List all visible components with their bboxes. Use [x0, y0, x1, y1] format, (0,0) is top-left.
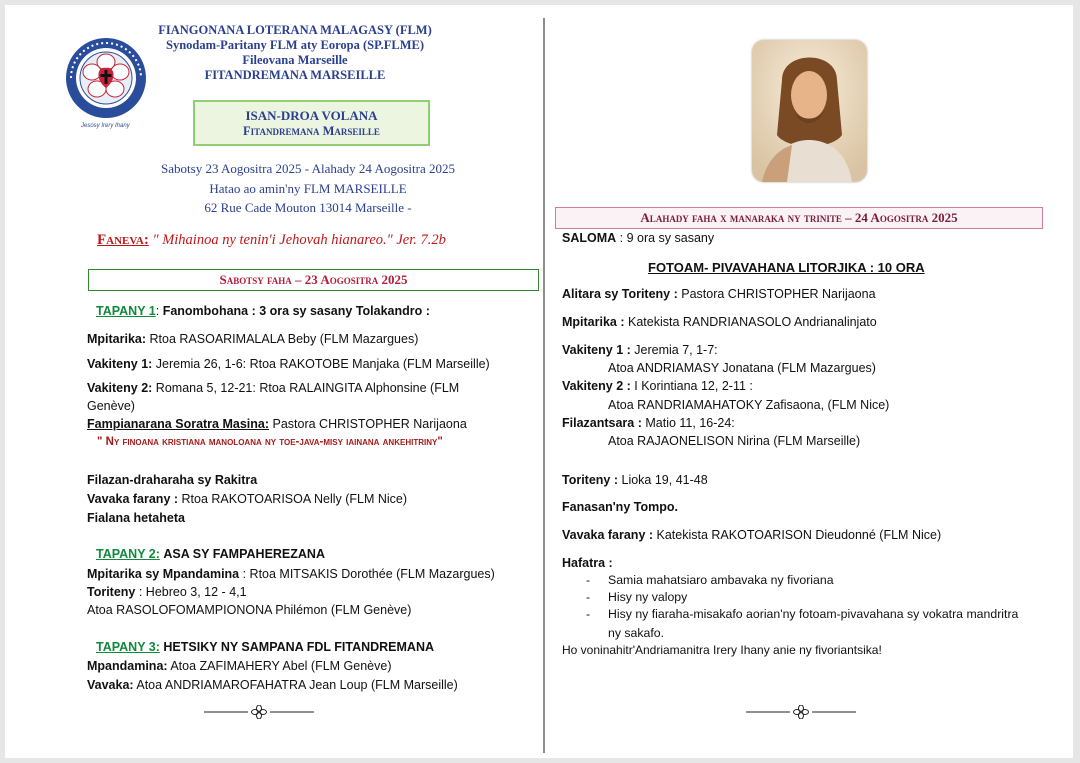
hafatra-list: [580, 572, 1018, 623]
r-toriteny-line: [562, 473, 708, 487]
toriteny-label: Toriteny: [87, 585, 136, 599]
toriteny-line: [87, 585, 247, 599]
mpandamina-line: [87, 659, 392, 673]
tapany2-line: [96, 547, 325, 561]
vavaka-farany-label: Vavaka farany :: [87, 492, 179, 506]
r-mpitarika-line: [562, 315, 877, 329]
fanasana-text: Fanasan'ny Tompo.: [562, 500, 678, 514]
r-mpitarika-value: Katekista RANDRIANASOLO Andrianalinjato: [624, 315, 877, 329]
mpitarika-mpandamina-label: Mpitarika sy Mpandamina: [87, 567, 240, 581]
r-vakiteny1-value: Jeremia 7, 1-7:: [630, 343, 718, 357]
r-vakiteny1-line: [562, 343, 718, 357]
mpitarika-label: Mpitarika:: [87, 332, 147, 346]
vakiteny1-line: [87, 357, 490, 371]
alitara-line: [562, 287, 876, 301]
mpandamina-label: Mpandamina:: [87, 659, 168, 673]
event-host: Hatao ao amin'ny FLM MARSEILLE: [209, 181, 407, 196]
list-item: - Hisy ny fiaraha-misakafo aorian'ny fotoam-pivavahana sy vokatra mandritra: [608, 606, 1018, 623]
filazantsara-label: Filazantsara :: [562, 416, 642, 430]
alitara-value: Pastora CHRISTOPHER Narijaona: [677, 287, 876, 301]
tapany3-line: [96, 640, 434, 654]
r-vakiteny1-label: Vakiteny 1 :: [562, 343, 631, 357]
jesus-portrait-image: [752, 40, 867, 182]
fampianarana-line: [87, 417, 467, 431]
r-toriteny-label: Toriteny :: [562, 473, 619, 487]
mpandamina-value: Atoa ZAFIMAHERY Abel (FLM Genève): [167, 659, 392, 673]
toriteny-value: : Hebreo 3, 12 - 4,1: [135, 585, 247, 599]
r-vakiteny2-line: [562, 379, 753, 393]
faneva-line: [97, 232, 446, 249]
list-item: - Hisy ny valopy: [608, 589, 1018, 606]
vavaka-value: Atoa ANDRIAMAROFAHATRA Jean Loup (FLM Marseille): [133, 678, 458, 692]
ornament-divider-right: [746, 705, 856, 719]
ornament-divider-left: [204, 705, 314, 719]
column-divider: [543, 18, 545, 753]
event-address: 62 Rue Cade Mouton 13014 Marseille -: [204, 200, 412, 215]
list-item: - Samia mahatsiaro ambavaka ny fivoriana: [608, 572, 1018, 589]
mpitarika-value: Rtoa RASOARIMALALA Beby (FLM Mazargues): [146, 332, 419, 346]
r-mpitarika-label: Mpitarika :: [562, 315, 625, 329]
title-line2: Fitandremana Marseille: [243, 124, 380, 138]
vakiteny2-line: [87, 381, 459, 395]
vavaka-line: [87, 678, 458, 692]
vakiteny1-label: Vakiteny 1:: [87, 357, 153, 371]
logo-caption: Jesosy Irery Ihany: [81, 123, 130, 129]
vakiteny2-value: Romana 5, 12-21: Rtoa RALAINGITA Alphonsine (FLM: [152, 381, 460, 395]
synod-name: Synodam-Paritany FLM aty Eoropa (SP.FLME): [166, 38, 424, 52]
alitara-label: Alitara sy Toriteny :: [562, 287, 678, 301]
saloma-line: [562, 231, 714, 245]
filazan-text: Filazan-draharaha sy Rakitra: [87, 473, 258, 487]
tapany2-label: TAPANY 2:: [96, 547, 160, 561]
mpitarika-mpandamina-line: [87, 567, 495, 581]
r-vavaka-farany-label: Vavaka farany :: [562, 528, 654, 542]
vakiteny1-value: Jeremia 26, 1-6: Rtoa RAKOTOBE Manjaka (FLM Marseille): [152, 357, 490, 371]
r-toriteny-value: Lioka 19, 41-48: [618, 473, 708, 487]
sunday-title: Alahady faha x manaraka ny trinite – 24 Aogositra 2025: [555, 207, 1043, 229]
r-vakiteny2-person: Atoa RANDRIAMAHATOKY Zafisaona, (FLM Nice): [608, 398, 890, 412]
saturday-title: Sabotsy faha – 23 Aogositra 2025: [88, 269, 539, 291]
church-name: FIANGONANA LOTERANA MALAGASY (FLM): [158, 23, 432, 37]
mpitarika-line: [87, 332, 418, 346]
filazantsara-line: [562, 416, 735, 430]
title-line1: ISAN-DROA VOLANA: [245, 108, 378, 123]
hafatra-label: Hafatra :: [562, 556, 613, 570]
r-vakiteny2-label: Vakiteny 2 :: [562, 379, 631, 393]
event-dates: Sabotsy 23 Aogositra 2025 - Alahady 24 Aogositra 2025: [161, 161, 455, 176]
list-item-continuation: ny sakafo.: [608, 626, 665, 640]
saloma-label: SALOMA: [562, 231, 617, 245]
vavaka-label: Vavaka:: [87, 678, 134, 692]
blessing-text: Ho voninahitr'Andriamanitra Irery Ihany anie ny fivoriantsika!: [562, 643, 882, 657]
vakiteny2-label: Vakiteny 2:: [87, 381, 153, 395]
fampianarana-label: Fampianarana Soratra Masina:: [87, 417, 270, 431]
saloma-value: : 9 ora sy sasany: [616, 231, 715, 245]
filazantsara-person: Atoa RAJAONELISON Nirina (FLM Marseille): [608, 434, 861, 448]
fitandremana-name: FITANDREMANA MARSEILLE: [204, 68, 386, 82]
vavaka-farany-value: Rtoa RAKOTOARISOA Nelly (FLM Nice): [178, 492, 408, 506]
fampianarana-value: Pastora CHRISTOPHER Narijaona: [269, 417, 467, 431]
vavaka-farany-line: [87, 492, 407, 506]
r-vavaka-farany-line: [562, 528, 941, 542]
filazantsara-value: Matio 11, 16-24:: [641, 416, 735, 430]
liturgy-title: FOTOAM- PIVAVAHANA LITORJIKA : 10 ORA: [648, 260, 925, 275]
theme-text: " Ny finoana kristiana manoloana ny toe-java-misy iainana ankehitriny": [97, 436, 443, 448]
tapany1-title: Fanombohana : 3 ora sy sasany Tolakandro :: [162, 304, 430, 318]
mpitarika-mpandamina-value: : Rtoa MITSAKIS Dorothée (FLM Mazargues): [239, 567, 495, 581]
tapany3-label: TAPANY 3:: [96, 640, 160, 654]
fialana-text: Fialana hetaheta: [87, 511, 185, 525]
vakiteny2-value-cont: Genève): [87, 399, 135, 413]
parish-name: Fileovana Marseille: [242, 53, 348, 67]
r-vavaka-farany-value: Katekista RAKOTOARISON Dieudonné (FLM Nice): [653, 528, 942, 542]
tapany3-title: HETSIKY NY SAMPANA FDL FITANDREMANA: [163, 640, 435, 654]
faneva-label: Faneva:: [97, 232, 149, 248]
tapany1-line: TAPANY 1: Fanombohana : 3 ora sy sasany Tolakandro :: [96, 304, 430, 318]
tapany1-label: TAPANY 1: [96, 304, 156, 318]
r-vakiteny2-value: I Korintiana 12, 2-11 :: [630, 379, 753, 393]
r-vakiteny1-person: Atoa ANDRIAMASY Jonatana (FLM Mazargues): [608, 361, 876, 375]
toriteny-person: Atoa RASOLOFOMAMPIONONA Philémon (FLM Genève): [87, 603, 412, 617]
tapany2-title: ASA SY FAMPAHEREZANA: [163, 547, 325, 561]
church-logo: [57, 36, 155, 134]
title-box: [193, 100, 430, 146]
faneva-text: " Mihainoa ny tenin'i Jehovah hianareo." Jer. 7.2b: [148, 232, 446, 248]
